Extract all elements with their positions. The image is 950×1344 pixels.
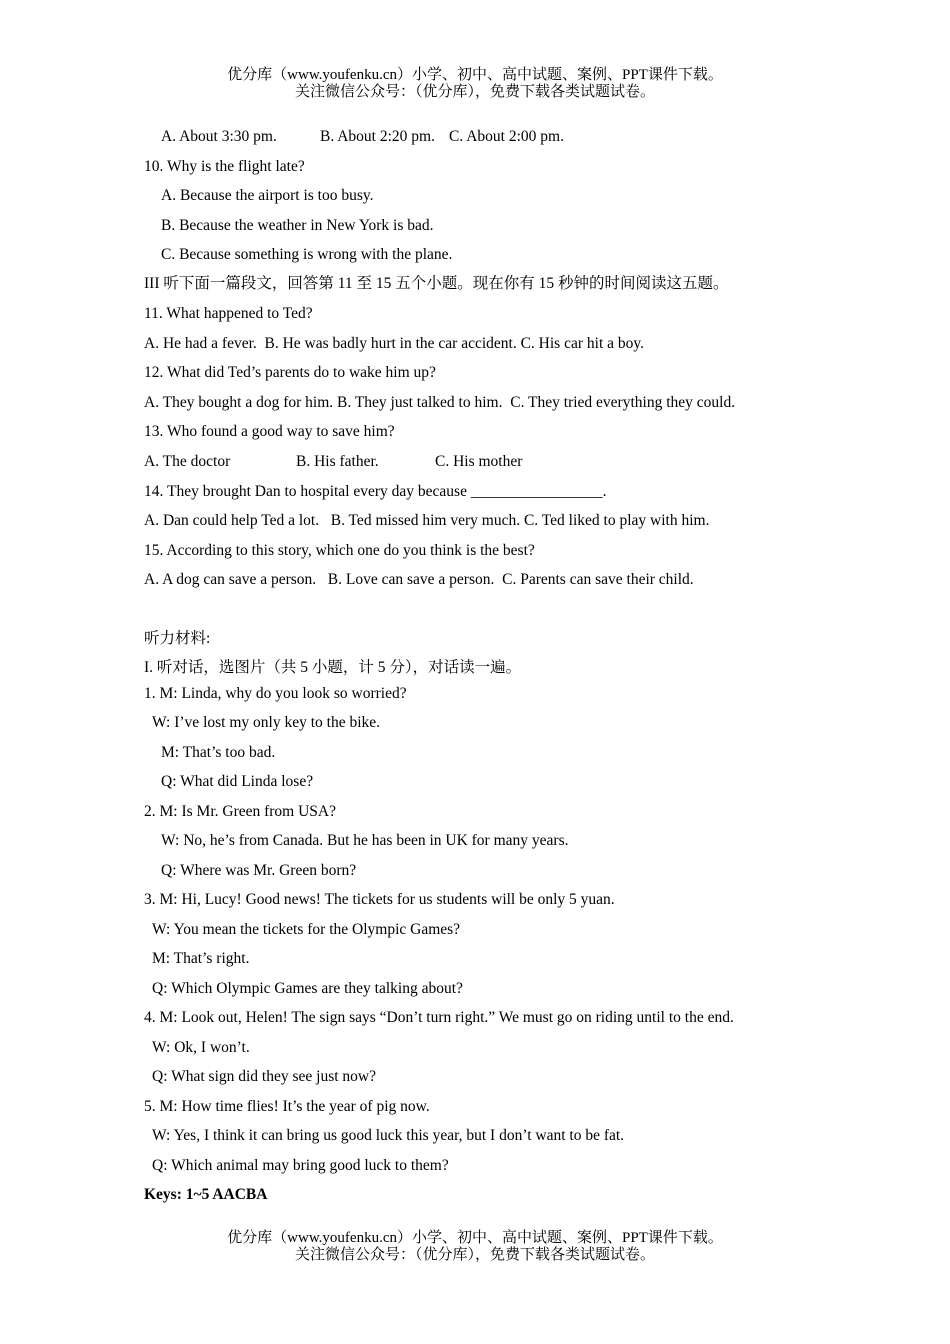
dialogue-4-line-2: W: Ok, I won’t. — [152, 1039, 250, 1056]
q13-option-a: A. The doctor — [144, 453, 231, 470]
dialogue-4-line-3: Q: What sign did they see just now? — [152, 1068, 377, 1085]
answer-keys: Keys: 1~5 AACBA — [144, 1186, 268, 1203]
dialogue-2-line-3: Q: Where was Mr. Green born? — [161, 862, 357, 879]
dialogue-3-line-1: 3. M: Hi, Lucy! Good news! The tickets for us students will be only 5 yuan. — [144, 891, 615, 908]
dialogue-1-line-1: 1. M: Linda, why do you look so worried? — [144, 685, 407, 702]
section3-title: III 听下面一篇段文，回答第 11 至 15 五个小题。现在你有 15 秒钟的时间阅读这五题。 — [144, 275, 729, 292]
dialogue-5-line-2: W: Yes, I think it can bring us good luck this year, but I don’t want to be fat. — [152, 1127, 625, 1144]
q15-question: 15. According to this story, which one do you think is the best? — [144, 542, 535, 559]
footer-line-2: 关注微信公众号：（优分库），免费下载各类试题试卷。 — [294, 1247, 655, 1263]
q11-question: 11. What happened to Ted? — [144, 305, 313, 322]
q10-option-a: A. Because the airport is too busy. — [161, 187, 374, 204]
header-line-2: 关注微信公众号：（优分库），免费下载各类试题试卷。 — [294, 84, 655, 100]
q12-options: A. They bought a dog for him. B. They just talked to him. C. They tried everything they could. — [144, 394, 736, 411]
dialogue-5-line-1: 5. M: How time flies! It’s the year of pig now. — [144, 1098, 430, 1115]
q9-option-c: C. About 2:00 pm. — [449, 128, 564, 145]
q10-option-c: C. Because something is wrong with the plane. — [161, 246, 453, 263]
q14-question: 14. They brought Dan to hospital every day because _________________. — [144, 483, 607, 500]
dialogue-1-line-2: W: I’ve lost my only key to the bike. — [152, 714, 381, 731]
header-line-1: 优分库（www.youfenku.cn）小学、初中、高中试题、案例、PPT课件下载。 — [227, 67, 723, 83]
q10-question: 10. Why is the flight late? — [144, 158, 305, 175]
q10-option-b: B. Because the weather in New York is bad. — [161, 217, 434, 234]
dialogue-4-line-1: 4. M: Look out, Helen! The sign says “Don’t turn right.” We must go on riding until to the end. — [144, 1009, 734, 1026]
q13-option-b: B. His father. — [296, 453, 379, 470]
q11-options: A. He had a fever. B. He was badly hurt in the car accident. C. His car hit a boy. — [144, 335, 644, 352]
q12-question: 12. What did Ted’s parents do to wake him up? — [144, 364, 436, 381]
dialogue-3-line-3: M: That’s right. — [152, 950, 250, 967]
material-section1-title: I. 听对话，选图片（共 5 小题，计 5 分），对话读一遍。 — [144, 659, 522, 676]
dialogue-2-line-2: W: No, he’s from Canada. But he has been in UK for many years. — [161, 832, 569, 849]
dialogue-1-line-4: Q: What did Linda lose? — [161, 773, 314, 790]
q15-options: A. A dog can save a person. B. Love can save a person. C. Parents can save their child. — [144, 571, 694, 588]
q9-option-b: B. About 2:20 pm. — [320, 128, 435, 145]
dialogue-3-line-4: Q: Which Olympic Games are they talking about? — [152, 980, 463, 997]
page-header — [0, 67, 950, 101]
dialogue-3-line-2: W: You mean the tickets for the Olympic Games? — [152, 921, 461, 938]
page-footer — [0, 1230, 950, 1264]
footer-line-1: 优分库（www.youfenku.cn）小学、初中、高中试题、案例、PPT课件下载。 — [227, 1230, 723, 1246]
q14-options: A. Dan could help Ted a lot. B. Ted missed him very much. C. Ted liked to play with him. — [144, 512, 710, 529]
dialogue-2-line-1: 2. M: Is Mr. Green from USA? — [144, 803, 337, 820]
dialogue-5-line-3: Q: Which animal may bring good luck to them? — [152, 1157, 449, 1174]
material-title: 听力材料: — [144, 630, 211, 647]
q13-question: 13. Who found a good way to save him? — [144, 423, 395, 440]
dialogue-1-line-3: M: That’s too bad. — [161, 744, 276, 761]
q13-option-c: C. His mother — [435, 453, 523, 470]
q9-option-a: A. About 3:30 pm. — [161, 128, 277, 145]
